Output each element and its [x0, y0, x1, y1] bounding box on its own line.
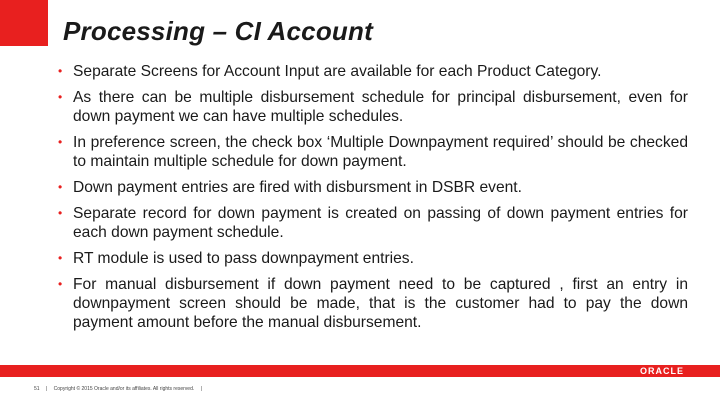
- bullet-text: RT module is used to pass downpayment entries.: [73, 250, 414, 267]
- copyright-text: Copyright © 2015 Oracle and/or its affiliates. All rights reserved.: [53, 386, 195, 392]
- bullet-item: [56, 275, 688, 332]
- page-number: 51: [34, 386, 40, 392]
- bullet-item: [56, 178, 688, 197]
- slide-title: Processing – CI Account: [63, 16, 373, 46]
- bullet-text: For manual disbursement if down payment need to be captured , first an entry in downpayment screen should be made, that is the customer had to pay the down payment amount before the manual disbursement.: [73, 276, 688, 331]
- bullet-item: [56, 204, 688, 242]
- footer-bar: [0, 365, 720, 377]
- bullet-item: [56, 88, 688, 126]
- bullet-item: [56, 62, 688, 81]
- bullet-text: Separate record for down payment is created on passing of down payment entries for each down payment schedule.: [73, 205, 688, 241]
- footer-separator: |: [200, 386, 202, 392]
- bullet-text: In preference screen, the check box ‘Multiple Downpayment required’ should be checked to maintain multiple schedule for down payment.: [73, 134, 688, 170]
- bullet-list: [56, 62, 688, 339]
- bullet-dot-icon: •: [58, 135, 63, 149]
- bullet-item: [56, 249, 688, 268]
- footer: [34, 386, 207, 392]
- footer-separator: |: [45, 386, 48, 392]
- title-accent-bar: [0, 0, 48, 46]
- bullet-dot-icon: •: [58, 90, 63, 104]
- bullet-dot-icon: •: [58, 251, 63, 265]
- bullet-dot-icon: •: [58, 64, 63, 78]
- bullet-text: Down payment entries are fired with disbursment in DSBR event.: [73, 179, 522, 196]
- bullet-text: Separate Screens for Account Input are available for each Product Category.: [73, 63, 602, 80]
- oracle-logo: ORACLE: [640, 366, 684, 376]
- bullet-item: [56, 133, 688, 171]
- bullet-dot-icon: •: [58, 206, 63, 220]
- bullet-text: As there can be multiple disbursement schedule for principal disbursement, even for down payment we can have multiple schedules.: [73, 89, 688, 125]
- bullet-dot-icon: •: [58, 277, 63, 291]
- bullet-dot-icon: •: [58, 180, 63, 194]
